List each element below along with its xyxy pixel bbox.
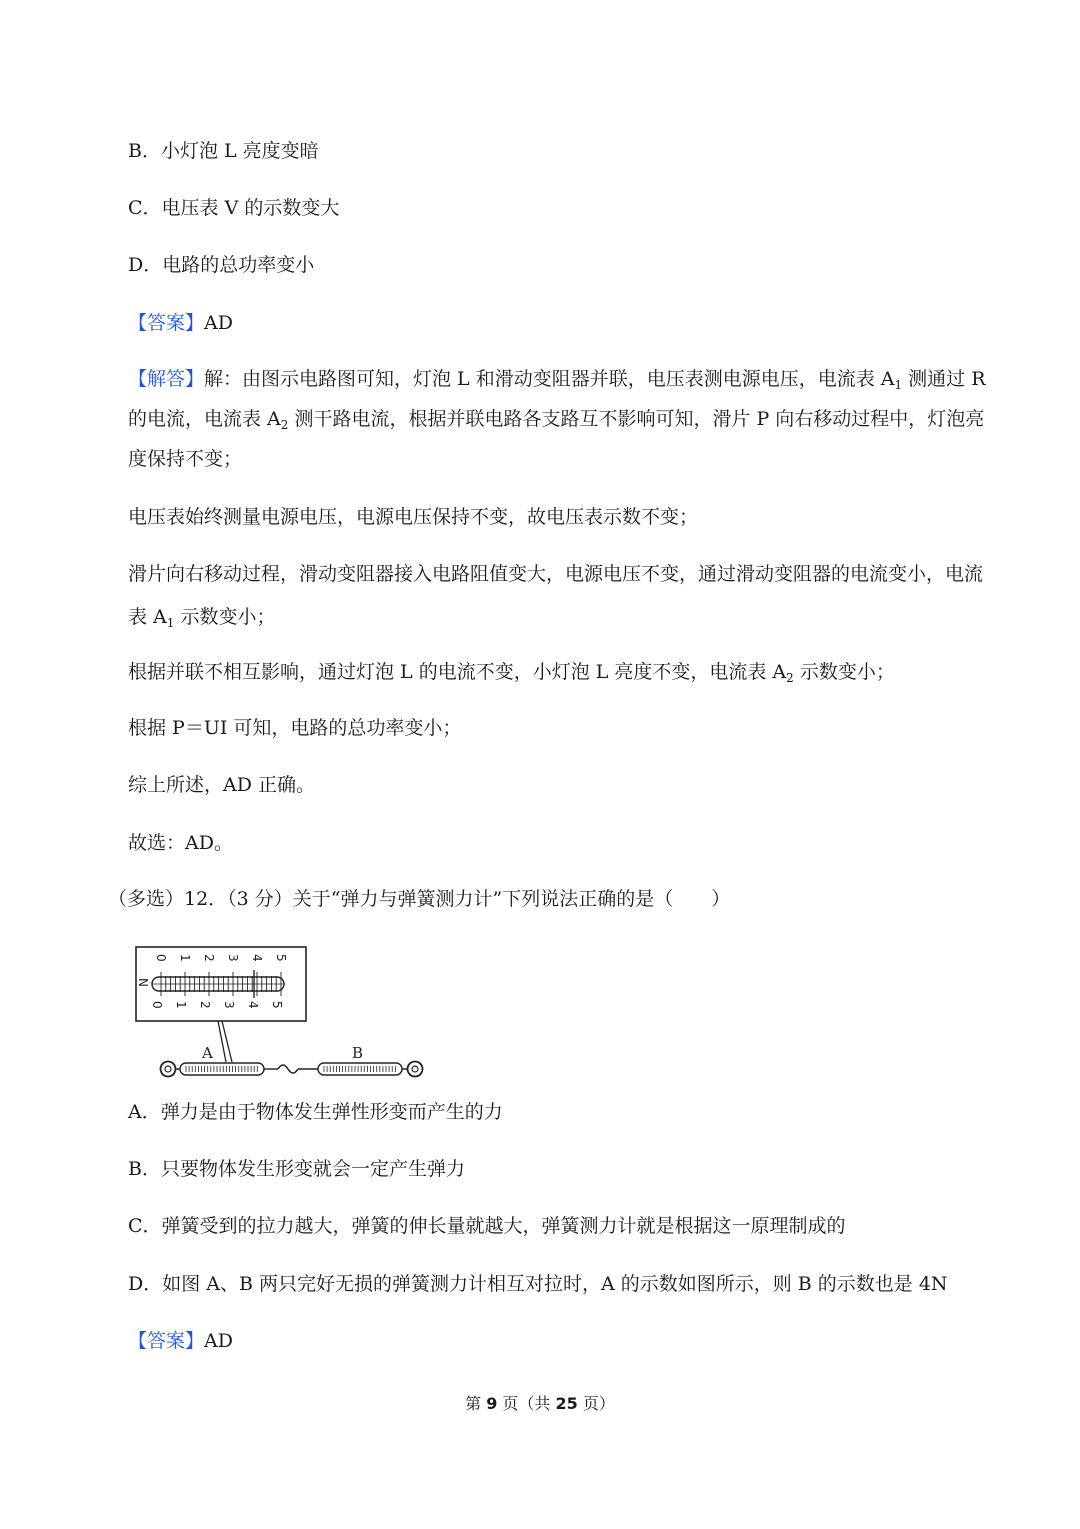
- q12-answer-value: AD: [204, 1330, 233, 1352]
- scale-numbers-top: [154, 954, 288, 962]
- q12-answer-tag: 【答案】: [128, 1330, 205, 1352]
- page-footer: 第 9 页（共 25 页）: [465, 1394, 615, 1413]
- label-a: A: [202, 1044, 213, 1062]
- analysis-para-4: 根据并联不相互影响，通过灯泡 L 的电流不变，小灯泡 L 亮度不变，电流表 $A_2$ 示数变小；: [128, 661, 895, 685]
- scale-number-bottom-2: 2: [198, 1001, 212, 1009]
- right-ring: [408, 1062, 423, 1077]
- analysis-para-6: 综上所述，AD 正确。: [128, 774, 315, 796]
- analysis-line-1: 【解答】解：由图示电路图可知，灯泡 L 和滑动变阻器并联，电压表测电源电压，电流表 $A_1$ 测通过 R: [128, 368, 986, 392]
- answer-value: AD: [204, 312, 233, 334]
- q12-option-d: D．如图 A、B 两只完好无损的弹簧测力计相互对拉时，A 的示数如图所示，则 B 的示数也是 4N: [128, 1273, 948, 1295]
- left-ring: [161, 1062, 176, 1077]
- q12-option-a: A．弹力是由于物体发生弹性形变而产生的力: [128, 1101, 503, 1123]
- analysis-line-2: 的电流，电流表 $A_2$ 测干路电流，根据并联电路各支路互不影响可知，滑片 P 向右移动过程中，灯泡亮: [128, 408, 985, 432]
- scale-number-bottom-4: 4: [246, 1001, 260, 1009]
- analysis-para-3-line-1: 滑片向右移动过程，滑动变阻器接入电路阻值变大，电源电压不变，通过滑动变阻器的电流变小，电流: [128, 563, 984, 585]
- analysis-para-3-line-2: 表 $A_1$ 示数变小；: [128, 606, 276, 630]
- scale-number-bottom-5: 5: [270, 1001, 284, 1009]
- option-b: B．小灯泡 L 亮度变暗: [128, 140, 319, 162]
- page-total: 25: [555, 1394, 578, 1413]
- scale-number-top-5: 5: [274, 954, 288, 962]
- analysis-line-3: 度保持不变；: [128, 448, 243, 470]
- scale-numbers-bottom: [150, 1001, 284, 1009]
- analysis-para-7: 故选：AD。: [128, 832, 233, 854]
- analysis-para-5: 根据 P＝UI 可知，电路的总功率变小；: [128, 717, 462, 739]
- scale-number-top-4: 4: [250, 954, 264, 962]
- spring-scale-figure: [136, 944, 431, 1084]
- label-b: B: [352, 1044, 364, 1062]
- analysis-tag: 【解答】: [128, 368, 205, 390]
- scale-number-top-0: 0: [154, 954, 168, 962]
- scale-number-bottom-0: 0: [150, 1001, 164, 1009]
- analysis-para-2: 电压表始终测量电源电压，电源电压保持不变，故电压表示数不变；: [128, 506, 699, 528]
- scale-number-top-3: 3: [226, 954, 240, 962]
- question-12-stem: （多选）12．（3 分）关于“弹力与弹簧测力计”下列说法正确的是（ ）: [108, 888, 731, 910]
- q12-option-c: C．弹簧受到的拉力越大，弹簧的伸长量就越大，弹簧测力计就是根据这一原理制成的: [128, 1215, 846, 1237]
- page-number: 9: [486, 1394, 498, 1413]
- scale-number-top-2: 2: [202, 954, 216, 962]
- option-d: D．电路的总功率变小: [128, 254, 315, 276]
- scale-number-bottom-1: 1: [174, 1001, 188, 1009]
- unit-label: N: [136, 978, 150, 987]
- q12-answer-line: [128, 1329, 233, 1353]
- hook-connection: [278, 1065, 298, 1073]
- q12-option-b: B．只要物体发生形变就会一定产生弹力: [128, 1158, 465, 1180]
- answer-line: [128, 311, 233, 335]
- scale-number-top-1: 1: [178, 954, 192, 962]
- scale-number-bottom-3: 3: [222, 1001, 236, 1009]
- answer-tag: 【答案】: [128, 312, 205, 334]
- option-c: C．电压表 V 的示数变大: [128, 197, 340, 219]
